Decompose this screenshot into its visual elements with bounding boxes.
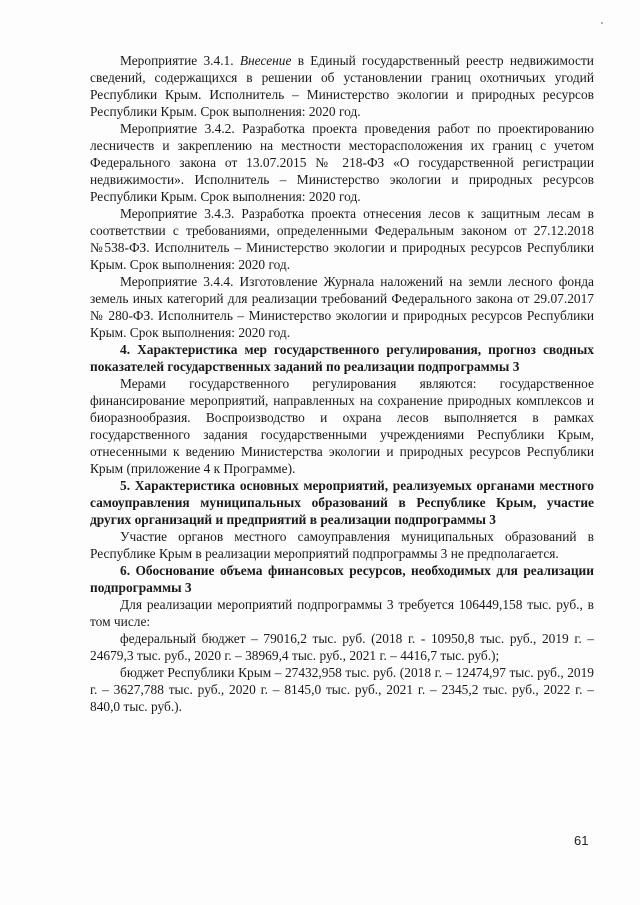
section-4-paragraph: Мерами государственного регулирования являются: государственное финансирование мероприятий, направленных на сохранение природных комплексов и биоразнообразия. Воспроизводство и охрана лесов выполняется в рамках государственного задания государственными учреждениями Республики Крым, отнесенными к ведению Министерства экологии и природных ресурсов Республики Крым (приложение 4 к Программе). — [90, 376, 594, 476]
paragraph-item-3-4-2: Мероприятие 3.4.2. Разработка проекта проведения работ по проектированию лесничеств и закреплению на местности месторасположения их границ с учетом Федерального закона от 13.07.2015 № 218-ФЗ «О государственной регистрации недвижимости». Исполнитель – Министерство экологии и природных ресурсов Республики Крым. Срок выполнения: 2020 год. — [90, 121, 594, 204]
page-number: 61 — [574, 833, 589, 848]
document-body — [90, 52, 594, 715]
section-5-paragraph: Участие органов местного самоуправления муниципальных образований в Республике Крым в реализации мероприятий подпрограммы 3 не предполагается. — [90, 529, 594, 561]
section-6-heading: 6. Обоснование объема финансовых ресурсов, необходимых для реализации подпрограммы 3 — [90, 563, 594, 595]
crimea-budget-paragraph: бюджет Республики Крым – 27432,958 тыс. руб. (2018 г. – 12474,97 тыс. руб., 2019 г. – 3627,788 тыс. руб., 2020 г. – 8145,0 тыс. руб., 2021 г. – 2345,2 тыс. руб., 2022 г. – 840,0 тыс. руб.). — [90, 665, 594, 714]
section-4-heading: 4. Характеристика мер государственного регулирования, прогноз сводных показателей государственных заданий по реализации подпрограммы 3 — [90, 342, 594, 374]
scan-speck — [601, 22, 603, 24]
italic-word: Внесение — [239, 53, 292, 68]
paragraph-item-3-4-1: Мероприятие 3.4.1. Внесение в Единый государственный реестр недвижимости сведений, содержащихся в решении об установлении границ охотничьих угодий Республики Крым. Исполнитель – Министерство экологии и природных ресурсов Республики Крым. Срок выполнения: 2020 год. — [90, 53, 594, 119]
section-5-heading: 5. Характеристика основных мероприятий, реализуемых органами местного самоуправления муниципальных образований в Республике Крым, участие других организаций и предприятий в реализации подпрограммы 3 — [90, 478, 594, 527]
federal-budget-paragraph: федеральный бюджет – 79016,2 тыс. руб. (2018 г. - 10950,8 тыс. руб., 2019 г. – 24679,3 тыс. руб., 2020 г. – 38969,4 тыс. руб., 2021 г. – 4416,7 тыс. руб.); — [90, 631, 594, 663]
paragraph-item-3-4-3: Мероприятие 3.4.3. Разработка проекта отнесения лесов к защитным лесам в соответствии с требованиями, определенными Федеральным законом от 27.12.2018 №538-ФЗ. Исполнитель – Министерство экологии и природных ресурсов Республики Крым. Срок выполнения: 2020 год. — [90, 206, 594, 272]
paragraph-item-3-4-4: Мероприятие 3.4.4. Изготовление Журнала наложений на земли лесного фонда земель иных категорий для реализации требований Федерального закона от 29.07.2017 № 280-ФЗ. Исполнитель – Министерство экологии и природных ресурсов Республики Крым. Срок выполнения: 2020 год. — [90, 274, 594, 340]
section-6-paragraph: Для реализации мероприятий подпрограммы 3 требуется 106449,158 тыс. руб., в том числе: — [90, 597, 594, 629]
